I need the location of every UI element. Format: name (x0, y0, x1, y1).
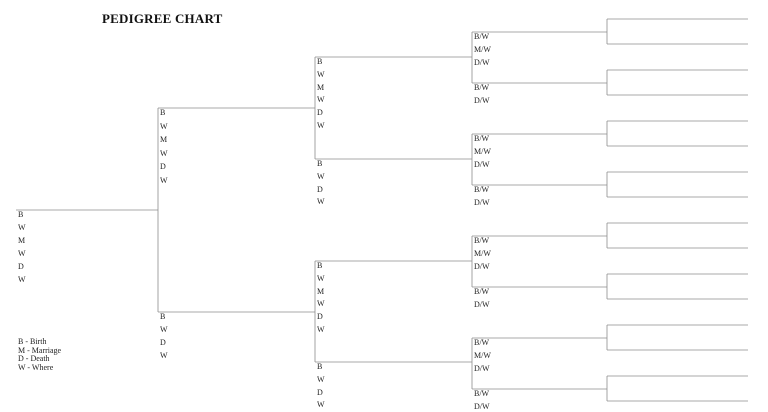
field-label-w: W (18, 249, 26, 258)
field-label-d-w: D/W (474, 364, 490, 373)
field-label-b: B (18, 210, 24, 219)
field-label-w: W (18, 275, 26, 284)
field-label-m: M (317, 82, 325, 92)
field-label-d: D (317, 108, 323, 118)
field-label-m: M (317, 286, 325, 296)
field-label-m-w: M/W (474, 351, 491, 360)
field-label-w: W (317, 299, 325, 309)
field-label-b: B (317, 362, 323, 371)
field-label-d: D (317, 387, 323, 397)
legend-marriage: M - Marriage (18, 345, 62, 355)
field-label-b: B (160, 108, 166, 117)
field-label-b: B (317, 261, 323, 270)
field-label-d-w: D/W (474, 300, 490, 309)
field-label-m-w: M/W (474, 147, 491, 156)
field-label-d: D (317, 184, 323, 194)
field-label-d: D (18, 262, 24, 271)
field-label-b: B (317, 159, 323, 168)
field-label-b-w: B/W (474, 134, 490, 143)
field-label-w: W (317, 121, 325, 130)
field-label-d: D (160, 338, 166, 347)
field-label-m: M (18, 236, 26, 245)
field-label-w: W (160, 175, 168, 185)
field-label-b-w: B/W (474, 236, 490, 245)
field-label-d-w: D/W (474, 262, 490, 271)
field-label-d-w: D/W (474, 402, 490, 411)
field-label-b-w: B/W (474, 185, 490, 194)
legend-birth: B - Birth (18, 337, 47, 346)
field-label-w: W (160, 121, 168, 131)
field-label-d-w: D/W (474, 58, 490, 67)
field-label-w: W (317, 95, 325, 105)
field-label-w: W (317, 374, 325, 384)
field-label-m-w: M/W (474, 249, 491, 258)
field-label-b-w: B/W (474, 32, 490, 41)
page-title: PEDIGREE CHART (102, 11, 223, 26)
field-label-m-w: M/W (474, 45, 491, 54)
field-label-w: W (317, 273, 325, 283)
field-label-w: W (317, 325, 325, 334)
field-label-w: W (160, 148, 168, 158)
field-label-w: W (317, 400, 325, 410)
legend-where: W - Where (18, 362, 54, 372)
field-label-d: D (160, 162, 166, 171)
field-label-b-w: B/W (474, 83, 490, 92)
field-label-w: W (160, 351, 168, 360)
field-label-w: W (160, 325, 168, 334)
field-label-b: B (317, 57, 323, 66)
field-label-b-w: B/W (474, 389, 490, 398)
field-label-d: D (317, 312, 323, 322)
field-label-b-w: B/W (474, 287, 490, 296)
field-label-d-w: D/W (474, 198, 490, 207)
field-label-w: W (317, 69, 325, 79)
field-label-b-w: B/W (474, 338, 490, 347)
field-label-b: B (160, 312, 166, 321)
field-label-w: W (18, 223, 26, 232)
legend (18, 338, 61, 372)
legend-death: D - Death (18, 354, 50, 363)
field-label-m: M (160, 135, 168, 144)
field-label-w: W (317, 197, 325, 207)
field-label-d-w: D/W (474, 96, 490, 105)
field-label-w: W (317, 171, 325, 181)
field-label-d-w: D/W (474, 160, 490, 169)
